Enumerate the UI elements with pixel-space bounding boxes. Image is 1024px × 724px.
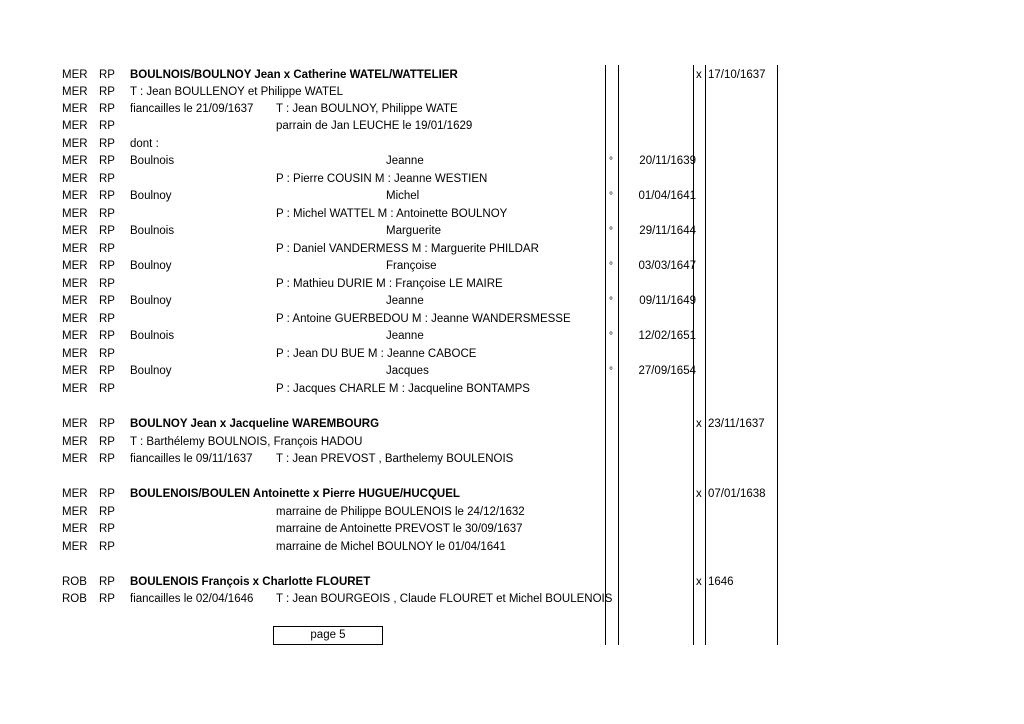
cell-prefix: MER (62, 488, 88, 500)
record-row (0, 311, 1024, 328)
record-row (0, 153, 1024, 170)
cell-type: RP (99, 120, 115, 132)
record-row (0, 451, 1024, 468)
cell-baptism-date: 03/03/1647 (638, 260, 696, 272)
cell-type: RP (99, 173, 115, 185)
cell-type: RP (99, 365, 115, 377)
cell-prefix: MER (62, 120, 88, 132)
record-row (0, 118, 1024, 135)
cell-given-name: Jeanne (386, 295, 424, 307)
cell-given-name: Michel (386, 190, 420, 202)
record-row (0, 363, 1024, 380)
page-number-box (273, 626, 383, 645)
cell-prefix: MER (62, 436, 88, 448)
cell-prefix: MER (62, 86, 88, 98)
cell-type: RP (99, 155, 115, 167)
cell-given-name: Jeanne (386, 330, 424, 342)
cell-prefix: MER (62, 330, 88, 342)
record-row (0, 101, 1024, 118)
cell-text-a: Boulnois (130, 330, 175, 342)
record-row (0, 591, 1024, 608)
cell-baptism-mark: ° (609, 226, 613, 237)
cell-prefix: ROB (62, 593, 87, 605)
cell-type: RP (99, 330, 115, 342)
page-number: page 5 (310, 629, 346, 641)
cell-baptism-mark: ° (609, 191, 613, 202)
cell-type: RP (99, 278, 115, 290)
cell-marriage-mark: x (696, 418, 702, 430)
cell-type: RP (99, 295, 115, 307)
cell-type: RP (99, 593, 115, 605)
record-row (0, 504, 1024, 521)
cell-type: RP (99, 225, 115, 237)
cell-text-a: BOULENOIS/BOULEN Antoinette x Pierre HUGUE/HUCQUEL (130, 488, 460, 500)
cell-marriage-date: 1646 (708, 576, 734, 588)
cell-type: RP (99, 190, 115, 202)
cell-marriage-date: 23/11/1637 (708, 418, 765, 430)
cell-given-name: Françoise (386, 260, 437, 272)
cell-text-a: fiancailles le 02/04/1646 (130, 593, 254, 605)
cell-text-b: P : Mathieu DURIE M : Françoise LE MAIRE (276, 278, 503, 290)
record-row (0, 486, 1024, 503)
cell-text-a: BOULNOIS/BOULNOY Jean x Catherine WATEL/WATTELIER (130, 69, 458, 81)
cell-prefix: MER (62, 103, 88, 115)
cell-prefix: MER (62, 138, 88, 150)
cell-type: RP (99, 523, 115, 535)
cell-text-a: Boulnois (130, 225, 175, 237)
record-row (0, 521, 1024, 538)
cell-type: RP (99, 208, 115, 220)
cell-prefix: MER (62, 313, 88, 325)
cell-text-a: BOULNOY Jean x Jacqueline WAREMBOURG (130, 418, 380, 430)
record-row (0, 223, 1024, 240)
cell-type: RP (99, 488, 115, 500)
cell-marriage-date: 17/10/1637 (708, 69, 766, 81)
cell-text-b: marraine de Michel BOULNOY le 01/04/1641 (276, 541, 506, 553)
cell-given-name: Jeanne (386, 155, 424, 167)
cell-prefix: MER (62, 523, 88, 535)
record-row (0, 346, 1024, 363)
cell-baptism-date: 27/09/1654 (638, 365, 696, 377)
cell-marriage-mark: x (696, 69, 702, 81)
cell-baptism-mark: ° (609, 296, 613, 307)
cell-text-b: P : Jean DU BUE M : Jeanne CABOCE (276, 348, 477, 360)
cell-given-name: Jacques (386, 365, 429, 377)
record-row (0, 276, 1024, 293)
record-row (0, 258, 1024, 275)
record-row (0, 206, 1024, 223)
cell-type: RP (99, 86, 115, 98)
cell-type: RP (99, 243, 115, 255)
cell-marriage-mark: x (696, 488, 702, 500)
cell-prefix: MER (62, 190, 88, 202)
cell-baptism-mark: ° (609, 156, 613, 167)
cell-prefix: MER (62, 278, 88, 290)
record-row (0, 188, 1024, 205)
cell-type: RP (99, 436, 115, 448)
cell-text-a: dont : (130, 138, 159, 150)
cell-type: RP (99, 453, 115, 465)
record-row (0, 293, 1024, 310)
cell-prefix: MER (62, 453, 88, 465)
cell-baptism-date: 12/02/1651 (638, 330, 696, 342)
cell-type: RP (99, 576, 115, 588)
cell-type: RP (99, 103, 115, 115)
cell-prefix: MER (62, 506, 88, 518)
cell-prefix: MER (62, 69, 88, 81)
cell-text-b: T : Jean BOULNOY, Philippe WATE (276, 103, 458, 115)
record-row (0, 241, 1024, 258)
cell-prefix: MER (62, 348, 88, 360)
record-row (0, 84, 1024, 101)
record-row (0, 381, 1024, 398)
cell-type: RP (99, 383, 115, 395)
cell-text-b: T : Jean PREVOST , Barthelemy BOULENOIS (276, 453, 514, 465)
record-row (0, 416, 1024, 433)
cell-text-b: P : Jacques CHARLE M : Jacqueline BONTAMPS (276, 383, 530, 395)
cell-text-a: T : Jean BOULLENOY et Philippe WATEL (130, 86, 344, 98)
cell-prefix: MER (62, 260, 88, 272)
cell-prefix: MER (62, 225, 88, 237)
cell-text-a: T : Barthélemy BOULNOIS, François HADOU (130, 436, 363, 448)
cell-text-a: Boulnoy (130, 260, 172, 272)
cell-type: RP (99, 541, 115, 553)
cell-text-a: Boulnoy (130, 190, 172, 202)
cell-type: RP (99, 506, 115, 518)
record-row (0, 574, 1024, 591)
cell-text-a: Boulnoy (130, 295, 172, 307)
cell-text-b: T : Jean BOURGEOIS , Claude FLOURET et Michel BOULENOIS (276, 593, 613, 605)
cell-prefix: MER (62, 173, 88, 185)
cell-marriage-date: 07/01/1638 (708, 488, 766, 500)
cell-text-b: marraine de Philippe BOULENOIS le 24/12/1632 (276, 506, 525, 518)
cell-prefix: ROB (62, 576, 87, 588)
cell-given-name: Marguerite (386, 225, 441, 237)
cell-baptism-mark: ° (609, 261, 613, 272)
cell-prefix: MER (62, 365, 88, 377)
cell-text-b: P : Pierre COUSIN M : Jeanne WESTIEN (276, 173, 488, 185)
cell-type: RP (99, 138, 115, 150)
cell-prefix: MER (62, 418, 88, 430)
cell-baptism-mark: ° (609, 366, 613, 377)
cell-prefix: MER (62, 155, 88, 167)
cell-baptism-date: 01/04/1641 (638, 190, 696, 202)
cell-type: RP (99, 418, 115, 430)
record-row (0, 67, 1024, 84)
record-row (0, 328, 1024, 345)
cell-text-b: marraine de Antoinette PREVOST le 30/09/1637 (276, 523, 523, 535)
cell-text-a: fiancailles le 21/09/1637 (130, 103, 254, 115)
cell-type: RP (99, 69, 115, 81)
cell-baptism-mark: ° (609, 331, 613, 342)
record-row (0, 136, 1024, 153)
cell-baptism-date: 09/11/1649 (639, 295, 696, 307)
cell-marriage-mark: x (696, 576, 702, 588)
record-row (0, 434, 1024, 451)
record-row (0, 539, 1024, 556)
cell-text-b: P : Antoine GUERBEDOU M : Jeanne WANDERSMESSE (276, 313, 571, 325)
cell-prefix: MER (62, 383, 88, 395)
cell-type: RP (99, 313, 115, 325)
cell-text-a: Boulnoy (130, 365, 172, 377)
cell-prefix: MER (62, 243, 88, 255)
cell-baptism-date: 20/11/1639 (639, 155, 696, 167)
cell-text-b: P : Daniel VANDERMESS M : Marguerite PHILDAR (276, 243, 539, 255)
cell-baptism-date: 29/11/1644 (639, 225, 696, 237)
cell-type: RP (99, 260, 115, 272)
cell-text-a: Boulnois (130, 155, 175, 167)
cell-prefix: MER (62, 295, 88, 307)
cell-type: RP (99, 348, 115, 360)
cell-text-a: fiancailles le 09/11/1637 (130, 453, 253, 465)
cell-text-b: parrain de Jan LEUCHE le 19/01/1629 (276, 120, 473, 132)
cell-prefix: MER (62, 208, 88, 220)
cell-prefix: MER (62, 541, 88, 553)
cell-text-a: BOULENOIS François x Charlotte FLOURET (130, 576, 371, 588)
record-row (0, 171, 1024, 188)
cell-text-b: P : Michel WATTEL M : Antoinette BOULNOY (276, 208, 508, 220)
